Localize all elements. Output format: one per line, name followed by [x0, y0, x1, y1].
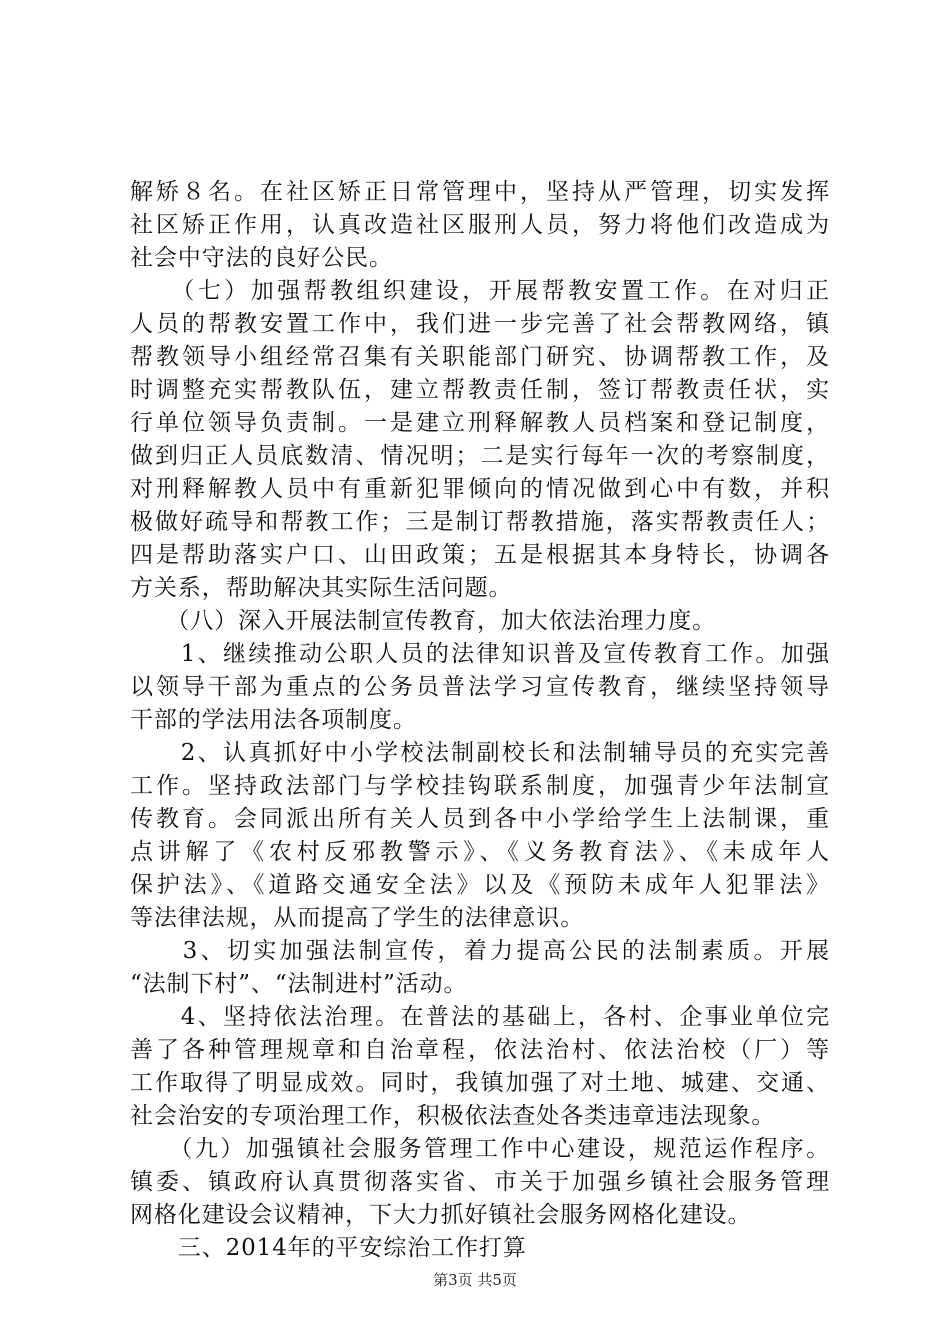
text-line: 保护法》、《道路交通安全法》以及《预防未成年人犯罪法》: [130, 872, 830, 898]
text-line: 人员的帮教安置工作中，我们进一步完善了社会帮教网络，镇: [130, 311, 830, 337]
text-line: 镇委、镇政府认真贯彻落实省、市关于加强乡镇社会服务管理: [130, 1169, 830, 1195]
text-line: 帮教领导小组经常召集有关职能部门研究、协调帮教工作，及: [130, 344, 830, 370]
text-line: 4、坚持依法治理。在普法的基础上，各村、企事业单位完: [130, 1004, 830, 1030]
text-line: 做到归正人员底数清、情况明；二是实行每年一次的考察制度，: [130, 443, 830, 469]
document-body: [130, 176, 830, 1265]
text-line: 社会中守法的良好公民。: [130, 245, 393, 271]
text-line: 对刑释解教人员中有重新犯罪倾向的情况做到心中有数，并积: [130, 476, 830, 502]
text-line: 以领导干部为重点的公务员普法学习宣传教育，继续坚持领导: [130, 674, 830, 700]
text-line: 等法律法规，从而提高了学生的法律意识。: [130, 905, 585, 931]
text-line: 行单位领导负责制。一是建立刑释解教人员档案和登记制度，: [130, 410, 830, 436]
text-line: 1、继续推动公职人员的法律知识普及宣传教育工作。加强: [130, 641, 830, 667]
text-line: 时调整充实帮教队伍，建立帮教责任制，签订帮教责任状，实: [130, 377, 830, 403]
text-line: 工作。坚持政法部门与学校挂钩联系制度，加强青少年法制宣: [130, 773, 830, 799]
text-line: 方关系，帮助解决其实际生活问题。: [130, 575, 513, 601]
text-line: 极做好疏导和帮教工作；三是制订帮教措施，落实帮教责任人；: [130, 509, 830, 535]
text-line: 工作取得了明显成效。同时，我镇加强了对土地、城建、交通、: [130, 1070, 830, 1096]
text-line: 社会治安的专项治理工作，积极依法查处各类违章违法现象。: [130, 1103, 776, 1129]
text-line: 3、切实加强法制宣传，着力提高公民的法制素质。开展: [130, 938, 830, 964]
section-heading: 三、2014年的平安综治工作打算: [130, 1235, 527, 1261]
page-number-footer: 第3页 共5页: [433, 1271, 517, 1289]
text-line: （九）加强镇社会服务管理工作中心建设，规范运作程序。: [130, 1136, 830, 1162]
text-line: 网格化建设会议精神，下大力抓好镇社会服务网格化建设。: [130, 1202, 752, 1228]
text-line: （七）加强帮教组织建设，开展帮教安置工作。在对归正: [130, 278, 830, 304]
section-heading: （八）深入开展法制宣传教育，加大依法治理力度。: [130, 608, 716, 634]
text-line: 解矫８名。在社区矫正日常管理中，坚持从严管理，切实发挥: [130, 179, 830, 205]
text-line: 传教育。会同派出所有关人员到各中小学给学生上法制课，重: [130, 806, 830, 832]
text-line: 善了各种管理规章和自治章程，依法治村、依法治校（厂）等: [130, 1037, 830, 1063]
text-line: 点讲解了《农村反邪教警示》、《义务教育法》、《未成年人: [130, 839, 830, 865]
text-line: 干部的学法用法各项制度。: [130, 707, 417, 733]
text-line: 社区矫正作用，认真改造社区服刑人员，努力将他们改造成为: [130, 212, 830, 238]
text-line: 2、认真抓好中小学校法制副校长和法制辅导员的充实完善: [130, 740, 830, 766]
text-line: 四是帮助落实户口、山田政策；五是根据其本身特长，协调各: [130, 542, 830, 568]
text-line: “法制下村”、“法制进村”活动。: [130, 971, 468, 997]
